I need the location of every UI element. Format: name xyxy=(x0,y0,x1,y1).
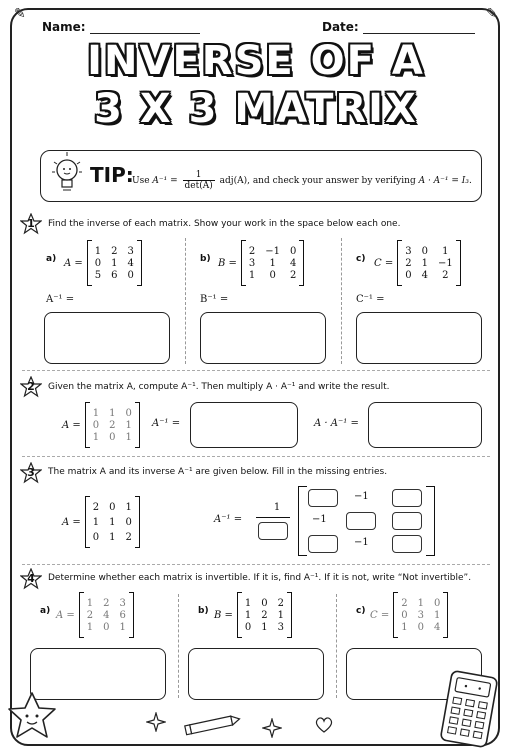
bracket-right xyxy=(456,240,461,286)
matrix-cell: 2 xyxy=(125,531,132,543)
matrix-cell: 3 xyxy=(248,257,256,269)
date-line[interactable] xyxy=(363,22,475,34)
tip-use: Use xyxy=(132,176,150,186)
matrix-cell: 1 xyxy=(125,501,132,513)
name-label: Name: xyxy=(42,20,86,34)
q3-inverse-label: A⁻¹ = xyxy=(214,514,243,525)
matrix-cell: 2 xyxy=(277,597,285,609)
matrix-cell: 0 xyxy=(109,501,116,513)
question-1-number: 1 xyxy=(27,217,35,230)
matrix-cell: 1 xyxy=(261,621,268,633)
matrix-cell: 0 xyxy=(290,245,297,257)
q1-matrix-a xyxy=(64,240,142,286)
title-line-2: 3 X 3 MATRIX xyxy=(94,86,418,132)
matrix-cell: 0 xyxy=(103,621,110,633)
matrix-cell: 6 xyxy=(111,269,118,281)
q1-a-answer-label: A⁻¹ = xyxy=(46,294,75,305)
tip-frac-den: det(A) xyxy=(184,181,213,191)
q1-part-a-label: a) xyxy=(46,254,57,264)
q4-b-answer-box[interactable] xyxy=(188,648,324,700)
section-divider xyxy=(22,564,490,565)
matrix-cell: 1 xyxy=(401,621,408,633)
matrix-cell: 1 xyxy=(86,621,94,633)
q1-c-answer-label: C⁻¹ = xyxy=(356,294,385,305)
matrix-cell: 2 xyxy=(401,597,408,609)
matrix-cell: 0 xyxy=(421,245,428,257)
matrix-cell: 1 xyxy=(109,516,116,528)
q3-blank-r1c3[interactable] xyxy=(392,489,422,507)
column-divider xyxy=(178,594,179,698)
name-field[interactable] xyxy=(42,20,200,34)
matrix-name: B = xyxy=(218,257,237,269)
question-4-number: 4 xyxy=(27,572,35,585)
bracket-right xyxy=(129,592,134,638)
matrix-cell: 0 xyxy=(433,597,441,609)
matrix-cell: 0 xyxy=(92,531,100,543)
matrix-cell: 2 xyxy=(261,609,268,621)
q3-entry-r2c1: −1 xyxy=(312,514,327,525)
bracket-right xyxy=(135,496,140,548)
tip-verify: A · A⁻¹ = I₃. xyxy=(418,176,472,186)
q1-matrix-b xyxy=(218,240,304,286)
tip-text xyxy=(132,170,472,191)
matrix-cell: 1 xyxy=(442,245,449,257)
matrix-cell: 1 xyxy=(94,245,102,257)
matrix-grid xyxy=(84,597,129,634)
pencil-icon xyxy=(182,712,244,736)
matrix-name: C = xyxy=(370,609,390,621)
q1-part-b-label: b) xyxy=(200,254,211,264)
question-3-badge xyxy=(20,462,42,484)
matrix-cell: 4 xyxy=(290,257,297,269)
question-2-badge xyxy=(20,376,42,398)
matrix-cell: 0 xyxy=(261,597,268,609)
q2-product-label: A · A⁻¹ = xyxy=(314,418,359,429)
matrix-cell: 2 xyxy=(92,501,100,513)
q1-c-answer-box[interactable] xyxy=(356,312,482,364)
date-field[interactable] xyxy=(322,20,475,34)
matrix-cell: 2 xyxy=(248,245,256,257)
matrix-cell: 1 xyxy=(109,531,116,543)
matrix-cell: 0 xyxy=(417,621,424,633)
matrix-cell: 1 xyxy=(111,257,118,269)
matrix-cell: 1 xyxy=(421,257,428,269)
matrix-cell: 0 xyxy=(94,257,102,269)
question-4-instruction: Determine whether each matrix is invertible. If it is, find A⁻¹. If it is not, write “Not invertible”. xyxy=(48,573,472,583)
matrix-cell: −1 xyxy=(265,245,281,257)
matrix-cell: 1 xyxy=(244,597,252,609)
question-3-instruction: The matrix A and its inverse A⁻¹ are given below. Fill in the missing entries. xyxy=(48,467,388,477)
section-divider xyxy=(22,370,490,371)
matrix-cell: 0 xyxy=(127,269,134,281)
matrix-cell: 1 xyxy=(92,516,100,528)
matrix-grid xyxy=(242,597,287,634)
matrix-cell: 1 xyxy=(248,269,256,281)
matrix-name: A = xyxy=(56,609,75,621)
matrix-cell: 0 xyxy=(125,516,132,528)
matrix-name: A = xyxy=(62,516,81,528)
matrix-cell: 0 xyxy=(269,269,276,281)
q3-determinant-blank[interactable] xyxy=(258,522,288,540)
matrix-cell: 3 xyxy=(277,621,285,633)
question-3-number: 3 xyxy=(27,466,35,479)
matrix-cell: 0 xyxy=(244,621,252,633)
q1-part-c-label: c) xyxy=(356,254,366,264)
matrix-cell: 0 xyxy=(92,419,100,431)
matrix-cell: 1 xyxy=(109,407,116,419)
matrix-cell: 3 xyxy=(127,245,134,257)
matrix-cell: 6 xyxy=(119,609,126,621)
column-divider xyxy=(341,238,342,364)
matrix-cell: 4 xyxy=(103,609,110,621)
q3-matrix-a xyxy=(62,496,140,548)
question-4-badge xyxy=(20,568,42,590)
matrix-cell: 2 xyxy=(111,245,118,257)
matrix-grid xyxy=(90,501,135,544)
q3-fraction-num: 1 xyxy=(273,502,281,513)
column-divider xyxy=(185,238,186,364)
q3-blank-r3c3[interactable] xyxy=(392,535,422,553)
matrix-cell: 0 xyxy=(109,431,116,443)
matrix-cell: 4 xyxy=(433,621,441,633)
name-line[interactable] xyxy=(90,22,200,34)
date-label: Date: xyxy=(322,20,359,34)
heart-icon xyxy=(314,716,334,734)
matrix-cell: 0 xyxy=(401,609,408,621)
q2-inverse-box[interactable] xyxy=(190,402,298,448)
tip-label: TIP: xyxy=(90,163,134,187)
title-line-1: INVERSE OF A xyxy=(87,38,425,84)
q1-b-answer-box[interactable] xyxy=(200,312,326,364)
corner-decoration-icon: ✎ xyxy=(486,6,498,22)
bracket-right xyxy=(135,402,140,448)
bracket-right xyxy=(426,486,435,556)
calculator-icon xyxy=(436,668,502,750)
question-1-instruction: Find the inverse of each matrix. Show your work in the space below each one. xyxy=(48,219,401,229)
matrix-cell: 1 xyxy=(92,431,100,443)
q3-blank-r2c2[interactable] xyxy=(346,512,376,530)
q4-matrix-c xyxy=(370,592,448,638)
smiling-star-icon xyxy=(6,690,58,742)
matrix-grid xyxy=(90,407,135,444)
q2-product-box[interactable] xyxy=(368,402,482,448)
section-divider xyxy=(22,456,490,457)
matrix-name: C = xyxy=(374,257,394,269)
question-1-badge xyxy=(20,213,42,235)
column-divider xyxy=(336,594,337,698)
matrix-cell: 3 xyxy=(405,245,412,257)
q4-matrix-a xyxy=(56,592,134,638)
question-2-instruction: Given the matrix A, compute A⁻¹. Then multiply A · A⁻¹ and write the result. xyxy=(48,382,390,392)
bracket-right xyxy=(287,592,292,638)
matrix-cell: 1 xyxy=(125,419,132,431)
matrix-grid xyxy=(398,597,443,634)
bracket-left xyxy=(298,486,307,556)
matrix-cell: 1 xyxy=(92,407,100,419)
matrix-cell: 3 xyxy=(417,609,424,621)
matrix-cell: 4 xyxy=(421,269,428,281)
q3-entry-r1c2: −1 xyxy=(354,491,369,502)
sparkle-icon xyxy=(262,718,282,738)
matrix-name: B = xyxy=(214,609,233,621)
tip-frac-num: 1 xyxy=(183,170,215,181)
matrix-cell: 0 xyxy=(405,269,412,281)
q4-part-a-label: a) xyxy=(40,606,51,616)
matrix-cell: 2 xyxy=(109,419,116,431)
q3-blank-r3c1[interactable] xyxy=(308,535,338,553)
matrix-cell: 2 xyxy=(290,269,297,281)
matrix-cell: 1 xyxy=(244,609,252,621)
q1-a-answer-box[interactable] xyxy=(44,312,170,364)
matrix-cell: 1 xyxy=(277,609,285,621)
q4-matrix-b xyxy=(214,592,292,638)
lightbulb-icon xyxy=(50,148,84,198)
matrix-cell: 1 xyxy=(125,431,132,443)
bracket-right xyxy=(299,240,304,286)
corner-decoration-icon: ✎ xyxy=(14,6,26,22)
q4-part-b-label: b) xyxy=(198,606,209,616)
matrix-cell: 2 xyxy=(103,597,110,609)
matrix-grid xyxy=(92,245,137,282)
matrix-cell: 0 xyxy=(125,407,132,419)
matrix-cell: 2 xyxy=(442,269,449,281)
matrix-name: A = xyxy=(62,419,81,431)
matrix-cell: 1 xyxy=(433,609,441,621)
matrix-cell: 2 xyxy=(405,257,412,269)
matrix-cell: 4 xyxy=(127,257,134,269)
tip-fraction xyxy=(183,170,215,191)
q3-blank-r2c3[interactable] xyxy=(392,512,422,530)
matrix-cell: 1 xyxy=(119,621,126,633)
matrix-cell: 1 xyxy=(86,597,94,609)
matrix-cell: 5 xyxy=(94,269,102,281)
sparkle-icon xyxy=(146,712,166,732)
q3-blank-r1c1[interactable] xyxy=(308,489,338,507)
matrix-name: A = xyxy=(64,257,83,269)
q1-b-answer-label: B⁻¹ = xyxy=(200,294,229,305)
q1-matrix-c xyxy=(374,240,461,286)
tip-a-inverse: A⁻¹ = xyxy=(152,176,178,186)
question-2-number: 2 xyxy=(27,380,35,393)
bracket-right xyxy=(137,240,142,286)
bracket-right xyxy=(443,592,448,638)
fraction-bar xyxy=(256,517,290,518)
matrix-cell: 1 xyxy=(269,257,276,269)
matrix-cell: −1 xyxy=(437,257,453,269)
tip-adj: adj(A), and check your answer by verifying xyxy=(219,176,416,186)
matrix-cell: 2 xyxy=(86,609,94,621)
q2-matrix-a xyxy=(62,402,140,448)
matrix-cell: 3 xyxy=(119,597,126,609)
q2-inverse-label: A⁻¹ = xyxy=(152,418,181,429)
matrix-cell: 1 xyxy=(417,597,424,609)
matrix-grid xyxy=(402,245,456,282)
q4-part-c-label: c) xyxy=(356,606,366,616)
q3-entry-r3c2: −1 xyxy=(354,537,369,548)
matrix-grid xyxy=(246,245,300,282)
